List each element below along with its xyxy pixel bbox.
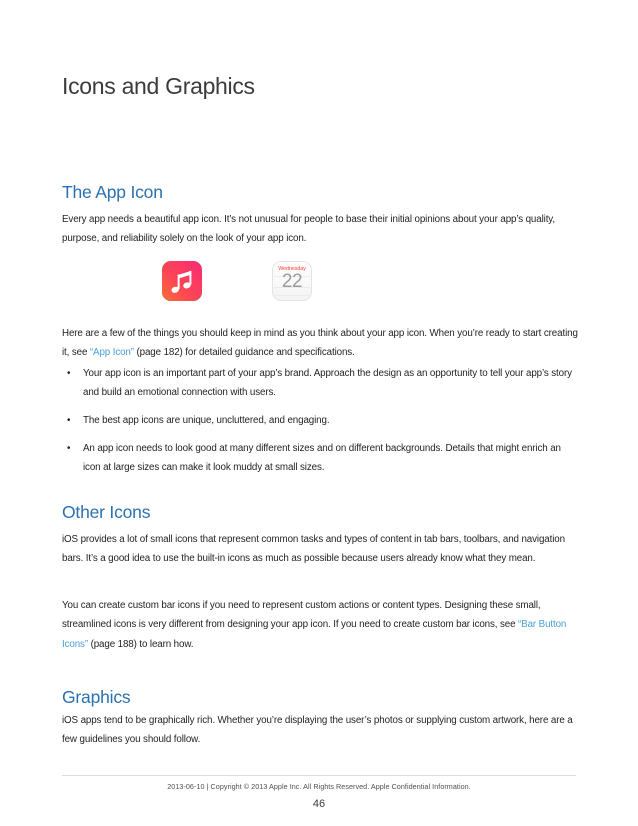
app-icon-bullet-list — [62, 364, 578, 486]
list-item-text: An app icon needs to look good at many different sizes and on different backgrounds. Details that might enrich an icon at large sizes can make it look muddy at small sizes. — [83, 442, 561, 474]
list-item-text: Your app icon is an important part of your app’s brand. Approach the design as an opportunity to tell your app’s story and build an emotional connection with users. — [83, 368, 572, 399]
other-icons-paragraph-2 — [62, 596, 578, 654]
music-app-icon — [162, 261, 202, 301]
app-icon-examples-row — [162, 261, 477, 301]
footer-divider — [62, 775, 576, 776]
cross-reference-link[interactable]: “Bar Button Icons” — [62, 619, 567, 650]
page-number: 46 — [312, 798, 326, 810]
section-heading-other-icons: Other Icons — [62, 502, 151, 522]
list-item — [62, 364, 578, 403]
text-run: You can create custom bar icons if you need to represent custom actions or content types. Designing these small, streamlined icons is very different from designing your app icon. If you need to create custom bar icons, see — [62, 600, 541, 631]
text-run: (page 182) for detailed guidance and specifications. — [133, 347, 355, 359]
bullet-glyph: • — [67, 368, 71, 379]
list-item — [62, 439, 578, 478]
other-icons-paragraph-1: iOS provides a lot of small icons that represent common tasks and types of content in tab bars, toolbars, and navigation bars. It’s a good idea to use the built-in icons as much as possible because users already know what they mean. — [62, 534, 565, 565]
list-item-text: The best app icons are unique, uncluttered, and engaging. — [83, 415, 330, 427]
calendar-weekday-label: Wednesday — [278, 265, 306, 272]
cross-reference-link[interactable]: “App Icon” — [89, 347, 134, 359]
bullet-glyph: • — [67, 442, 71, 454]
list-item — [62, 411, 578, 430]
text-run: (page 188) to learn how. — [87, 638, 194, 650]
graphics-paragraph: iOS apps tend to be graphically rich. Whether you’re displaying the user’s photos or supplying custom artwork, here are a few guidelines you should follow. — [62, 715, 573, 746]
footer-copyright: 2013-06-10 | Copyright © 2013 Apple Inc. All Rights Reserved. Apple Confidential Information. — [167, 782, 471, 791]
bullet-glyph: • — [67, 415, 71, 427]
app-icon-intro-paragraph: Every app needs a beautiful app icon. It’s not unusual for people to base their initial opinions about your app’s quality, purpose, and reliability solely on the look of your app icon. — [62, 214, 555, 245]
section-heading-graphics: Graphics — [62, 687, 131, 707]
section-heading-the-app-icon: The App Icon — [62, 182, 163, 202]
app-icon-guidance-paragraph — [62, 324, 578, 363]
text-run: Here are a few of the things you should keep in mind as you think about your app icon. When you’re ready to start creating it, see — [62, 328, 578, 359]
calendar-app-icon — [272, 261, 312, 301]
calendar-day-number: 22 — [281, 271, 303, 292]
page-title: Icons and Graphics — [62, 73, 255, 99]
